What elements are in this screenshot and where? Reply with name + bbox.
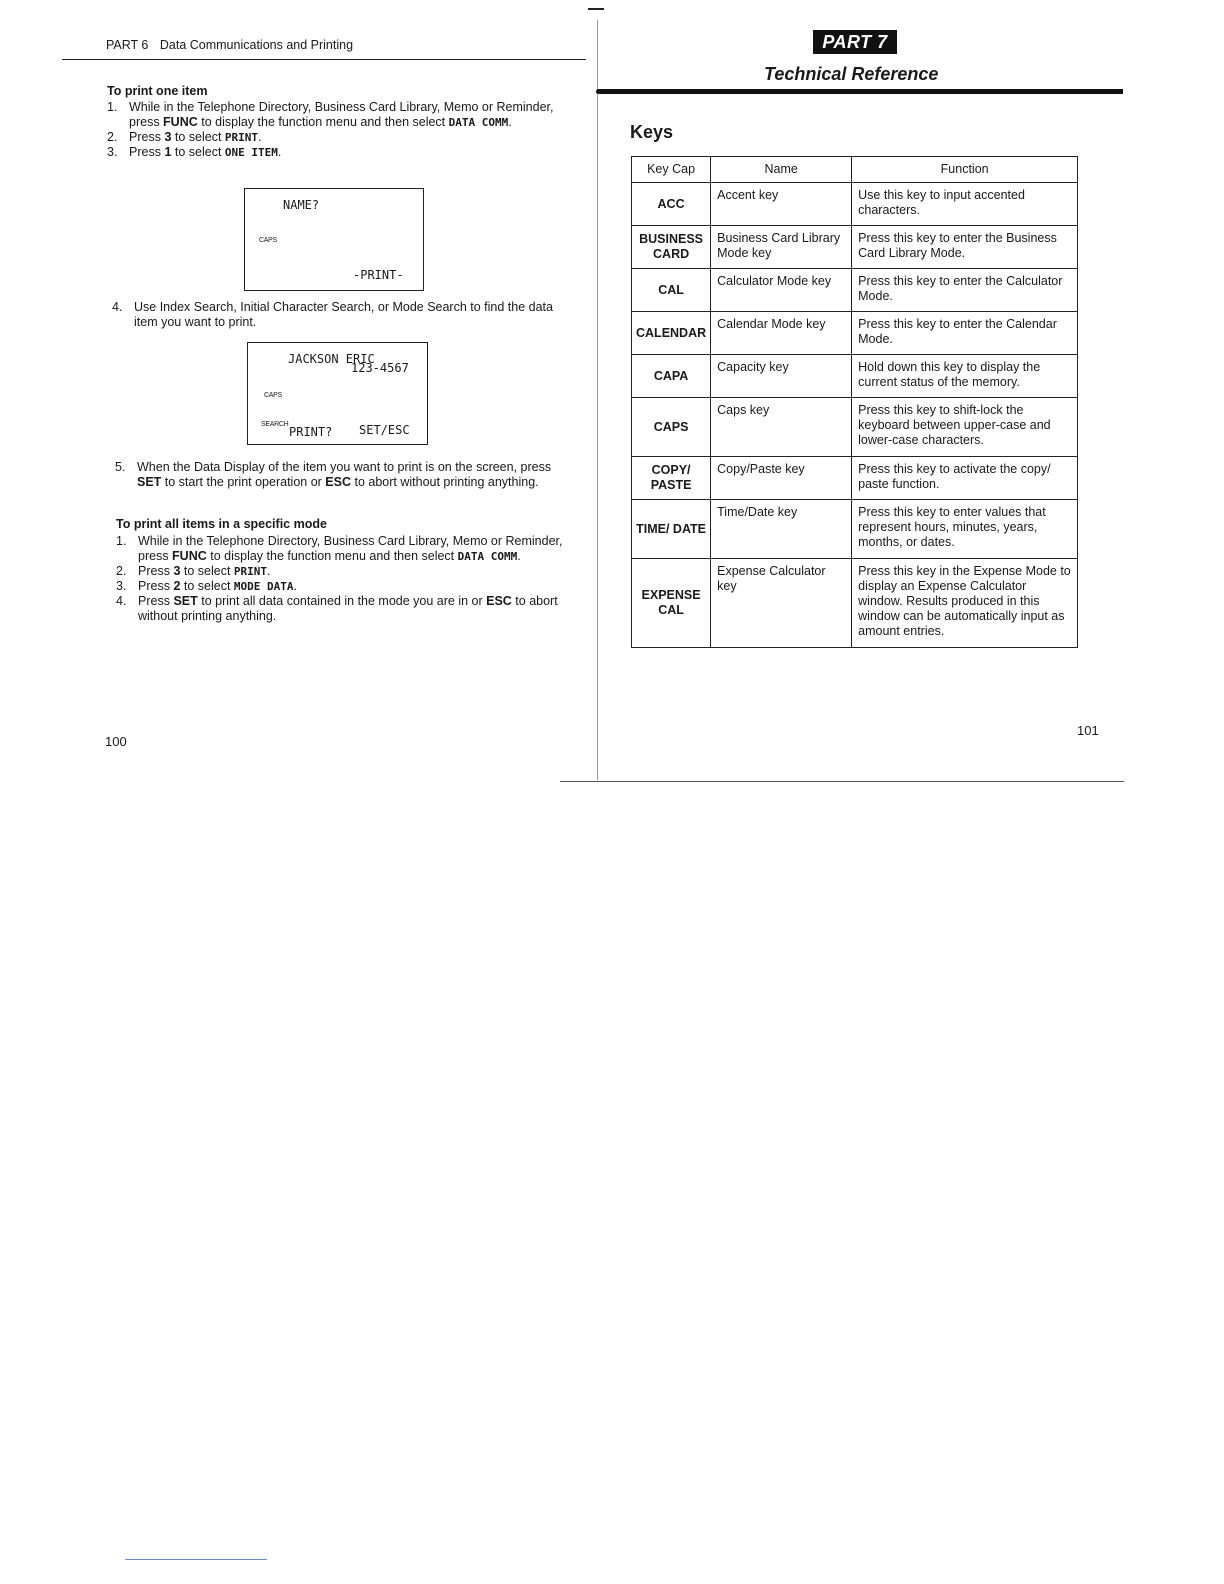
menu-print: PRINT [233,565,268,578]
menu-print: PRINT [224,131,259,144]
lcd-screen-name-prompt [244,188,424,291]
key-cap-cell: CAL [632,269,711,312]
table-row [632,312,1078,355]
menu-data-comm: DATA COMM [457,550,518,563]
step-text: Press [129,130,165,144]
table-row [632,183,1078,226]
step-item [112,300,562,330]
key-1: 1 [164,145,172,159]
key-name-cell: Time/Date key [711,500,852,559]
page-number-left: 100 [105,734,127,749]
step-number: 5. [115,460,126,474]
key-name-cell: Capacity key [711,355,852,398]
part-title: Technical Reference [764,64,939,84]
step-item [116,594,564,624]
lcd-phone: 123-4567 [351,361,409,375]
column-header-name: Name [711,157,852,183]
key-function-cell: Press this key to activate the copy/ paste function. [852,457,1078,500]
step-text: to select [171,130,225,144]
key-2: 2 [173,579,181,593]
step-number: 3. [116,579,127,593]
key-esc: ESC [325,475,351,489]
step-five [115,460,565,490]
page-binding-line [597,20,598,780]
table-row [632,457,1078,500]
lcd-print-prompt: PRINT? [289,425,333,439]
section-title-one-item: To print one item [107,84,208,98]
title-rule [596,89,1123,94]
step-text: Use Index Search, Initial Character Search, or Mode Search to find the data item you want to print. [134,300,553,329]
table-row [632,500,1078,559]
step-item [107,100,557,130]
step-number: 1. [107,100,118,114]
key-name-cell: Copy/Paste key [711,457,852,500]
step-item [116,579,564,594]
lcd-name: JACKSON ERIC [288,352,375,366]
table-row [632,559,1078,648]
key-cap-cell: EXPENSE CAL [632,559,711,648]
step-text: . [258,130,262,144]
key-function-cell: Use this key to input accented characters. [852,183,1078,226]
column-header-key-cap: Key Cap [632,157,711,183]
steps-all-items [116,534,564,624]
menu-one-item: ONE ITEM [224,146,278,159]
step-text: to display the function menu and then select [197,115,449,129]
part-badge: PART 7 [813,30,897,54]
caps-indicator: CAPS [264,392,282,399]
table-header-row [632,157,1078,183]
step-item [116,534,564,564]
lcd-screen-data-display [247,342,428,445]
step-text: . [267,564,271,578]
step-text: Press [138,594,174,608]
search-indicator: SEARCH [261,421,289,428]
keys-table [631,156,1078,648]
key-name-cell: Business Card Library Mode key [711,226,852,269]
header-title: Data Communications and Printing [159,38,354,52]
key-cap-cell: ACC [632,183,711,226]
key-function-cell: Press this key to enter the Business Card Library Mode. [852,226,1078,269]
step-text: to start the print operation or [161,475,326,489]
key-name-cell: Calculator Mode key [711,269,852,312]
steps-one-item [107,100,557,160]
left-page-header [106,38,353,52]
step-text: to abort without printing anything. [138,594,558,623]
key-name-cell: Expense Calculator key [711,559,852,648]
step-item [107,130,557,145]
step-text: While in the Telephone Directory, Business Card Library, Memo or Reminder, press [129,100,554,129]
step-number: 2. [107,130,118,144]
step-text: . [517,549,521,563]
key-function-cell: Press this key to enter the Calendar Mode. [852,312,1078,355]
key-set: SET [173,594,198,608]
section-title-all-items: To print all items in a specific mode [116,517,327,531]
step-text: to select [180,564,234,578]
step-number: 3. [107,145,118,159]
step-text: While in the Telephone Directory, Business Card Library, Memo or Reminder, press [138,534,563,563]
menu-mode-data: MODE DATA [233,580,294,593]
step-number: 4. [116,594,127,608]
key-function-cell: Press this key to enter the Calculator Mode. [852,269,1078,312]
step-item [115,460,565,490]
caps-indicator: CAPS [259,237,277,244]
step-text: to select [180,579,234,593]
header-rule [62,59,586,60]
key-function-cell: Press this key to enter values that represent hours, minutes, years, months, or dates. [852,500,1078,559]
header-part: PART 6 [106,38,149,52]
step-number: 4. [112,300,123,314]
corner-rule [125,1559,267,1560]
key-function-cell: Hold down this key to display the current status of the memory. [852,355,1078,398]
step-item [116,564,564,579]
section-title-keys: Keys [630,122,674,142]
table-row [632,226,1078,269]
key-name-cell: Accent key [711,183,852,226]
key-name-cell: Calendar Mode key [711,312,852,355]
key-func: FUNC [163,115,198,129]
step-item [107,145,557,160]
step-text: to select [171,145,225,159]
column-header-function: Function [852,157,1078,183]
step-text: to abort without printing anything. [351,475,539,489]
binding-mark [588,8,604,10]
menu-data-comm: DATA COMM [448,116,509,129]
lcd-line-print: -PRINT- [353,268,404,282]
key-cap-cell: TIME/ DATE [632,500,711,559]
table-row [632,355,1078,398]
step-number: 1. [116,534,127,548]
step-number: 2. [116,564,127,578]
key-func: FUNC [172,549,207,563]
key-cap-cell: CAPS [632,398,711,457]
page-number-right: 101 [1077,723,1099,738]
step-text: Press [138,564,174,578]
step-text: Press [138,579,174,593]
key-3: 3 [173,564,181,578]
key-function-cell: Press this key in the Expense Mode to display an Expense Calculator window. Results produced in this window can be automatically input as amount entries. [852,559,1078,648]
key-3: 3 [164,130,172,144]
key-set: SET [137,475,162,489]
key-cap-cell: BUSINESS CARD [632,226,711,269]
table-row [632,398,1078,457]
table-row [632,269,1078,312]
step-text: to print all data contained in the mode you are in or [197,594,487,608]
key-cap-cell: CAPA [632,355,711,398]
step-text: . [277,145,282,159]
key-esc: ESC [486,594,512,608]
step-text: . [293,579,297,593]
step-text: to display the function menu and then select [206,549,458,563]
lcd-line-name: NAME? [283,198,320,212]
key-cap-cell: COPY/ PASTE [632,457,711,500]
key-function-cell: Press this key to shift-lock the keyboard between upper-case and lower-case characters. [852,398,1078,457]
key-name-cell: Caps key [711,398,852,457]
bottom-rule [560,781,1124,782]
step-four [112,300,562,330]
step-text: Press [129,145,165,159]
step-text: . [508,115,512,129]
step-text: When the Data Display of the item you want to print is on the screen, press [137,460,552,474]
key-cap-cell: CALENDAR [632,312,711,355]
lcd-set-esc: SET/ESC [359,423,410,437]
